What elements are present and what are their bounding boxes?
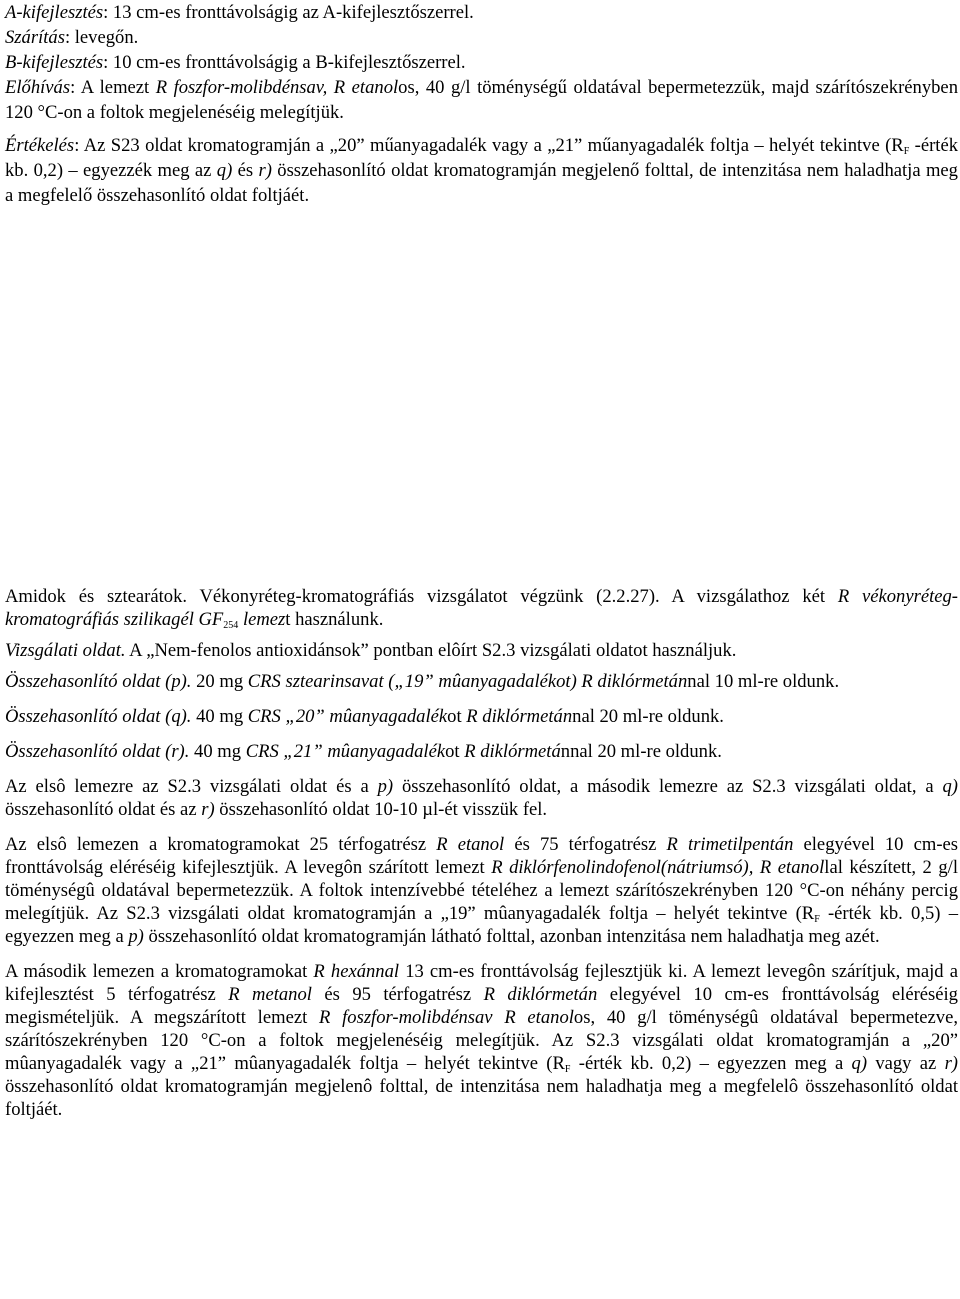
term-label: B-kifejlesztés [5,52,104,73]
application-paragraph: Az elsô lemezre az S2.3 vizsgálati oldat és a p) összehasonlító oldat, a második lemezre az S2.3 vizsgálati oldat, a q) összehasonlító oldat és az r) összehasonlító oldat 10-10 µl-ét visszük fel. [5,776,958,820]
reference-solution-r-paragraph: Összehasonlító oldat (r). 40 mg CRS „21” mûanyagadalékot R diklórmetánnal 20 ml-re oldunk. [5,741,722,762]
detection-paragraph: Előhívás: A lemezt R foszfor-molibdénsav, R etanolos, 40 g/l töménységű oldatával bepermetezzük, majd szárítószekrényben 120 °C-on a foltok megjelenéséig melegítjük. [5,77,958,123]
evaluation-paragraph: Értékelés: Az S23 oldat kromatogramján a „20” műanyagadalék vagy a „21” műanyagadalék foltja – helyét tekintve ($R_F$ -érték kb. 0,2) – egyezzék meg az q) és r) összehasonlító oldat kromatogramján megjelenő folttal, de intenzitása nem haladhatja meg a megfelelő összehasonlító oldat foltjáét. [5,135,958,206]
lower-section [5,585,958,1121]
a-development-paragraph: A-kifejlesztés: 13 cm-es fronttávolságig az A-kifejlesztőszerrel. [5,2,474,23]
test-solution-paragraph: Vizsgálati oldat. A „Nem-fenolos antioxidánsok” pontban elôírt S2.3 vizsgálati oldatot használjuk. [5,640,737,661]
reference-solution-q-paragraph: Összehasonlító oldat (q). 40 mg CRS „20” mûanyagadalékot R diklórmetánnal 20 ml-re oldunk. [5,706,724,727]
drying-paragraph: Szárítás: levegőn. [5,27,139,48]
term-label: Szárítás [5,27,65,48]
second-plate-paragraph: A második lemezen a kromatogramokat R hexánnal 13 cm-es fronttávolság fejlesztjük ki. A lemezt levegôn szárítjuk, majd a kifejlesztést 5 térfogatrész R metanol és 95 térfogatrész R diklórmetán elegyével 10 cm-es fronttávolság eléréséig megismételjük. A megszárított lemezt R foszfor-molibdénsav R etanolos, 40 g/l töménységû oldatával bepermetezve, szárítószekrényben 120 °C-on a foltok megjelenéséig melegítjük. Az S2.3 vizsgálati oldat kromatogramján a „20” mûanyagadalék vagy a „21” mûanyagadalék foltja – helyét tekintve ($R_F$ -érték kb. 0,2) – egyezzen meg a q) vagy az r) összehasonlító oldat kromatogramján megjelenô folttal, de intenzitása nem haladhatja meg a megfelelô összehasonlító oldat foltjáét. [5,961,958,1120]
amides-intro-paragraph: Amidok és sztearátok. Vékonyréteg-kromatográfiás vizsgálatot végzünk (2.2.27). A vizsgálathoz két R vékonyréteg-kromatográfiás szilikagél $GF_{254}$ lemezt használunk. [5,586,958,631]
term-label: Előhívás [5,77,71,98]
term-label: A-kifejlesztés [5,2,104,23]
reference-solution-p-paragraph: Összehasonlító oldat (p). 20 mg CRS sztearinsavat („19” mûanyagadalékot) R diklórmetánnal 10 ml-re oldunk. [5,671,840,692]
first-plate-paragraph: Az elsô lemezen a kromatogramokat 25 térfogatrész R etanol és 75 térfogatrész R trimetilpentán elegyével 10 cm-es fronttávolság eléréséig kifejlesztjük. A levegôn szárított lemezt R diklórfenolindofenol(nátriumsó), R etanollal készített, 2 g/l töménységû oldatával bepermetezzük. A foltok intenzívebbé tételéhez a lemezt szárítószekrényben 120 °C-on néhány percig melegítjük. Az S2.3 vizsgálati oldat kromatogramján a „19” mûanyagadalék foltja – helyét tekintve ($R_F$ -érték kb. 0,5) – egyezzen meg a p) összehasonlító oldat kromatogramján látható folttal, azonban intenzitása nem haladhatja meg azét. [5,834,959,947]
b-development-paragraph: B-kifejlesztés: 10 cm-es fronttávolságig a B-kifejlesztőszerrel. [5,52,466,73]
term-label: Értékelés [5,135,75,156]
upper-section [5,0,958,208]
